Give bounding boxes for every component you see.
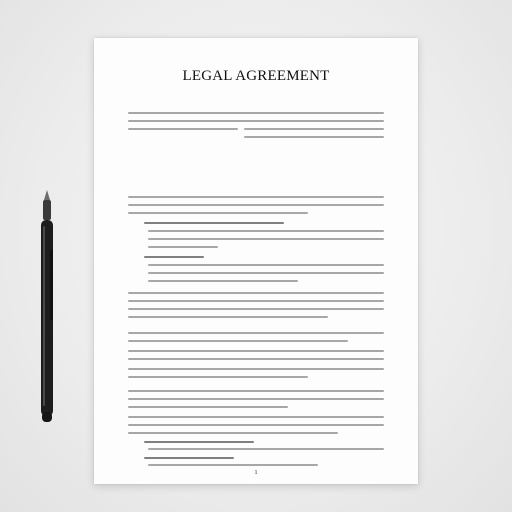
document-title: LEGAL AGREEMENT: [182, 68, 330, 84]
text-line: [128, 292, 384, 294]
text-line: [128, 398, 384, 400]
text-line: [144, 222, 284, 224]
text-line: [148, 230, 384, 232]
text-line: [244, 128, 384, 130]
text-line: [128, 308, 384, 310]
text-line: [148, 264, 384, 266]
page-number: 1: [254, 470, 258, 476]
text-line: [128, 390, 384, 392]
text-line: [144, 457, 234, 459]
pen-icon: [38, 190, 56, 422]
text-line: [128, 406, 288, 408]
text-line: [244, 136, 384, 138]
text-line: [128, 424, 384, 426]
text-line: [144, 441, 254, 443]
text-line: [148, 246, 218, 248]
text-line: [128, 212, 308, 214]
text-line: [128, 112, 384, 114]
text-line: [128, 358, 384, 360]
text-line: [148, 448, 384, 450]
text-line: [148, 238, 384, 240]
text-line: [128, 350, 384, 352]
text-line: [128, 120, 384, 122]
text-line: [128, 368, 384, 370]
text-line: [148, 272, 384, 274]
text-line: [148, 280, 298, 282]
document-page: [94, 38, 418, 484]
text-line: [128, 128, 238, 130]
text-line: [144, 256, 204, 258]
text-line: [128, 204, 384, 206]
text-line: [128, 196, 384, 198]
text-line: [128, 300, 384, 302]
text-line: [128, 376, 308, 378]
text-line: [128, 340, 348, 342]
text-line: [128, 316, 328, 318]
text-line: [148, 464, 318, 466]
text-line: [128, 432, 338, 434]
text-line: [128, 416, 384, 418]
text-line: [128, 332, 384, 334]
